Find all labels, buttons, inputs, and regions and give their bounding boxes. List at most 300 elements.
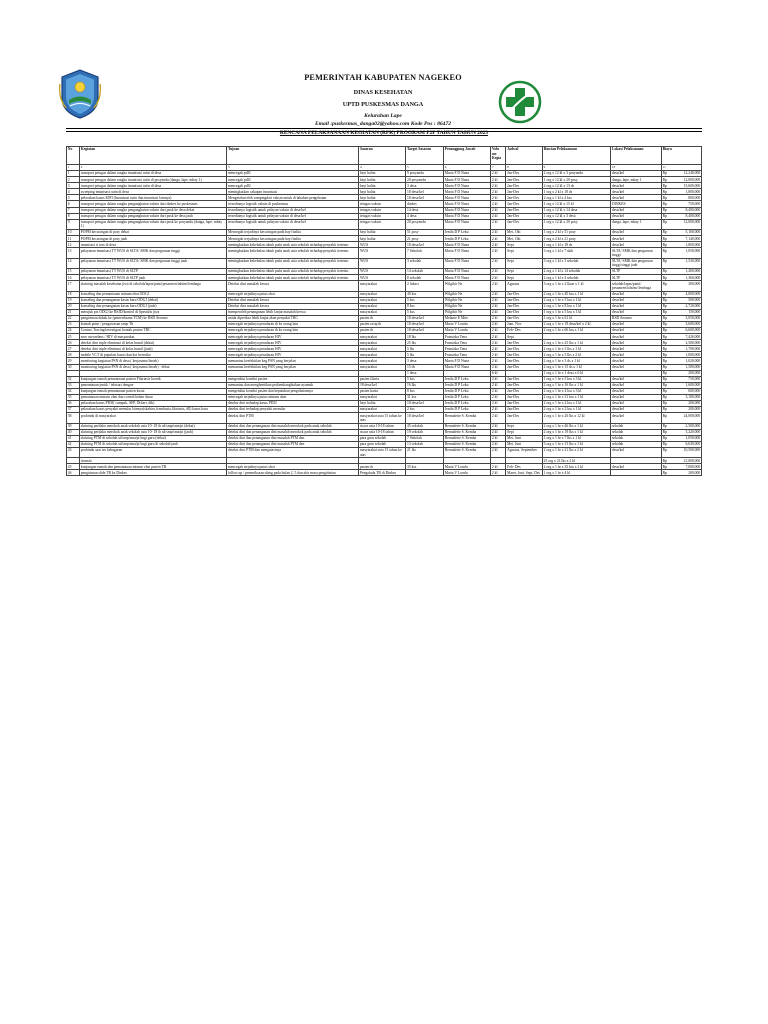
cell-volume: 2 kl	[491, 328, 506, 334]
cell-sasaran: masyarakat	[359, 303, 406, 309]
currency-label: Rp	[662, 171, 667, 176]
cell-kegiatan: pelacakan kasus penyakit menular lainnya(skabies,frambusia,filariasis, dll) kasus baru	[79, 407, 226, 413]
table-body	[67, 171, 702, 476]
cell-tujuan: mencegah terjadinya penularan tb ke orang lain	[227, 321, 359, 327]
cell-no: 11	[67, 236, 80, 242]
cell-no: 41	[67, 435, 80, 441]
amount-value: 7,420,000	[685, 334, 701, 339]
cell-kegiatan: skrining PTM di sekolah sd/smp/sma/pt bagi guru di sekolah jauh	[79, 441, 226, 447]
cell-kegiatan: pemantauan minum obat dan contoh bahan dasar	[79, 394, 226, 400]
government-name: PEMERINTAH KABUPATEN NAGEKEO	[304, 73, 462, 82]
cell-volume: 2 kl	[491, 340, 506, 346]
cell-rincian: 2 org x 1 hr x 8 kss x 1 kl	[542, 303, 610, 309]
cell-lokasi: desa/kel	[611, 183, 662, 189]
cell-sasaran: pasien tb	[359, 315, 406, 321]
cell-target: 2 lokasi	[406, 281, 444, 291]
cell-rincian: 2 org x 1 hr x 3 ds x 1 kl	[542, 358, 610, 364]
cell-pj: Jenifa D P Leku	[443, 407, 490, 413]
cell-pj: Bernadette S. Kemba	[443, 447, 490, 457]
cell-no: 43	[67, 447, 80, 457]
cell-rincian: 2 org x 1 hr x 16 lks x 1 kl	[542, 382, 610, 388]
cell-volume: 2 kl	[491, 189, 506, 195]
cell-volume: 2 kl	[491, 364, 506, 370]
cell-lokasi: DINKES	[611, 201, 662, 207]
cell-tujuan: meningkatkan kekebalan tubuh pada anak usia sekolah terhadap penyakit tertentu	[227, 269, 359, 275]
cell-lokasi: desa/kel	[611, 321, 662, 327]
cell-volume: 2 kl	[491, 303, 506, 309]
cell-rincian: 1 org x 1 hr x 1 desa x 6 kl	[542, 370, 610, 376]
cell-target: 18 desa/kel	[406, 195, 444, 201]
cell-pj: Maria V Londu	[443, 464, 490, 470]
cell-tujuan: deteksi dini terhadap penyakit menular	[227, 407, 359, 413]
cell-target: 9 posyandu	[406, 171, 444, 177]
header-rincian: Rincian Pelaksanaan	[542, 147, 610, 165]
table-row	[67, 248, 702, 258]
cell-volume: 2 kl	[491, 291, 506, 297]
cell-no: 15	[67, 269, 80, 275]
cell-rincian: 1 org x 2 kl x 18 ds	[542, 189, 610, 195]
cell-sasaran: siswa usia 10-18 tahun	[359, 423, 406, 429]
cell-volume: 2 kl	[491, 297, 506, 303]
cell-volume: 2 kl	[491, 394, 506, 400]
cell-jadwal: Mei, Okt	[506, 236, 543, 242]
cell-tujuan: mencegah terjadinya penularan HIV	[227, 334, 359, 340]
amount-value: 2,500,000	[685, 340, 701, 345]
cell-pj: Melanie E Mite	[443, 315, 490, 321]
cell-rincian: 25 org x 21 lks x 2 kl	[542, 458, 610, 464]
cell-biaya	[661, 470, 701, 476]
cell-rincian: 2 org x 1 hr x 40 kss x 1 kl	[542, 291, 610, 297]
cell-volume: 2 kl	[491, 177, 506, 183]
cell-pj: Wilgibir Ne	[443, 303, 490, 309]
cell-tujuan: Mencegah terjadinya kecacingan pada bayi balita	[227, 236, 359, 242]
cell-sasaran: masyarakat	[359, 309, 406, 315]
cell-kegiatan: kunjungan rumah pemantauan pasien Filariasis kronik	[79, 376, 226, 382]
cell-sasaran: para guru sekolah	[359, 441, 406, 447]
cell-volume: 2 kl	[491, 183, 506, 189]
cell-pj: Maria F D Nuna	[443, 269, 490, 275]
cell-jadwal: Sept	[506, 248, 543, 258]
cell-tujuan: tersedianya logistik vaksin di puskesmas	[227, 201, 359, 207]
cell-kegiatan: Contact Tracing/investigasi kontak pasien TBC	[79, 328, 226, 334]
cell-pj: Maria F D Nuna	[443, 219, 490, 229]
cell-jadwal: Jan-Des	[506, 183, 543, 189]
cell-target: 8 kss	[406, 388, 444, 394]
currency-label: Rp	[662, 195, 667, 200]
cell-lokasi: desa/kel	[611, 447, 662, 457]
cell-sasaran: siswa usia 10-18 tahun	[359, 429, 406, 435]
cell-volume: 2 kl	[491, 201, 506, 207]
cell-lokasi: SLTA/ SMK dan perguruan tinggi tinggi jauh	[611, 258, 662, 268]
cell-biaya	[661, 248, 701, 258]
cell-pj: Maria F D Nuna	[443, 201, 490, 207]
cell-rincian: 2 org x 1 hr x 66 kss x 1 kl	[542, 328, 610, 334]
cell-jadwal: Jan-Des	[506, 400, 543, 406]
cell-jadwal: Jan-Des	[506, 177, 543, 183]
cell-kegiatan: merujuk pts ODGJ ke RSJD/kontrol di Spesialis jiwa	[79, 309, 226, 315]
cell-lokasi: desa/kel	[611, 291, 662, 297]
cell-no: 26	[67, 340, 80, 346]
cell-target: dinkes	[406, 201, 444, 207]
column-number: 3	[227, 164, 359, 170]
cell-rincian: 2 org x 1 hr x 2 kss x 1 kl	[542, 400, 610, 406]
cell-rincian: 1 org x 2 kl x 51 posy	[542, 230, 610, 236]
cell-lokasi: desa/kel	[611, 297, 662, 303]
cell-target: 1 desa	[406, 370, 444, 376]
cell-target: 18 lks	[406, 334, 444, 340]
cell-pj: Fransiska Tena	[443, 352, 490, 358]
cell-lokasi: desa/kel	[611, 358, 662, 364]
cell-pj: Bernadette S. Kemba	[443, 423, 490, 429]
cell-sasaran: pasien rasip tb	[359, 321, 406, 327]
cell-lokasi	[611, 470, 662, 476]
cell-rincian: 1 org x 12 kl x 15 kl	[542, 201, 610, 207]
cell-target: 7 Sekolah	[406, 248, 444, 258]
cell-rincian: 2 org x 1 hr x 31 kss x 1 kl	[542, 394, 610, 400]
amount-value: 150,000	[688, 310, 701, 315]
cell-rincian: 1 org x 1 hr x 7 lks x 1 kl	[542, 435, 610, 441]
cell-no: 10	[67, 230, 80, 236]
cell-rincian: 2 org x 1 hr x 46 lks x 1 kl	[542, 423, 610, 429]
cell-tujuan: deteksi dini dan penanganan dini masalah PTM dan	[227, 435, 359, 441]
cell-tujuan: mencegah terjadinya putus obat	[227, 291, 359, 297]
cell-jadwal: Jan-Des	[506, 315, 543, 321]
cell-tujuan: mencegah terjadinya penularan HIV	[227, 340, 359, 346]
cell-pj: Jenifa D P Leku	[443, 394, 490, 400]
cell-rincian: 2 org x 12 kl x 3 posyandu	[542, 171, 610, 177]
cell-kegiatan: POPM kecacingan di posy jauh	[79, 236, 226, 242]
cell-sasaran: WUS	[359, 242, 406, 248]
cell-kegiatan: sweeping imunisasi rutin di desa	[79, 189, 226, 195]
cell-sasaran: masyarakat	[359, 352, 406, 358]
cell-jadwal: Jan-Des	[506, 303, 543, 309]
cell-no: 39	[67, 423, 80, 429]
cell-lokasi: desa/kel	[611, 213, 662, 219]
cell-biaya	[661, 281, 701, 291]
cell-rincian: 3 org x 1 kl x 7 skih	[542, 248, 610, 258]
table-row	[67, 219, 702, 229]
currency-label: Rp	[662, 389, 667, 394]
cell-pj: Bernadette S. Kemba	[443, 413, 490, 423]
cell-target: 3 sekolah	[406, 258, 444, 268]
column-number: 4	[359, 164, 406, 170]
cell-sasaran: masyarakat	[359, 334, 406, 340]
cell-kegiatan: zero survaelans / HIV di masyarakat	[79, 334, 226, 340]
cell-jadwal: Jan-Des	[506, 413, 543, 423]
cell-sasaran: tetugas vaksin	[359, 207, 406, 213]
cell-jadwal: Mei, Okt	[506, 230, 543, 236]
table-row	[67, 281, 702, 291]
cell-no: 7	[67, 207, 80, 213]
cell-volume: 2 kl	[491, 435, 506, 441]
cell-tujuan: mencegah terjadinya penularan HIV	[227, 346, 359, 352]
table-row	[67, 447, 702, 457]
cell-tujuan: mencegah pd3I	[227, 171, 359, 177]
cell-target: 14 desa	[406, 207, 444, 213]
cell-sasaran: tetugas vaksin	[359, 213, 406, 219]
department-name: DINAS KESEHATAN	[353, 88, 413, 96]
cell-sasaran: bayi balita	[359, 230, 406, 236]
cell-no: 33	[67, 382, 80, 388]
cell-volume: 2 kl	[491, 207, 506, 213]
cell-tujuan: Mengetahui efek sampingdari vaksin untuk di lakukan pengobatan	[227, 195, 359, 201]
amount-value: 800,000	[688, 195, 701, 200]
cell-rincian: 2 org x 12 kl x 13 ds	[542, 183, 610, 189]
currency-label: Rp	[662, 177, 667, 182]
cell-lokasi: desa/kel	[611, 242, 662, 248]
amount-value: 8,400,000	[685, 207, 701, 212]
cell-sasaran: bayi balita	[359, 189, 406, 195]
cell-kegiatan: monitoring kegiatan PSN di desa ( kerjasama linsek)	[79, 358, 226, 364]
cell-jadwal: Sept	[506, 275, 543, 281]
cell-jadwal: Jan-Des	[506, 340, 543, 346]
cell-volume: 2 kl	[491, 429, 506, 435]
cell-no: 40	[67, 429, 80, 435]
letterhead-rule	[66, 128, 702, 129]
amount-value: 1,700,000	[685, 346, 701, 351]
currency-label: Rp	[662, 377, 667, 382]
cell-pj: Jenifa D P Leku	[443, 382, 490, 388]
cell-tujuan: mencegah pd3I	[227, 177, 359, 183]
currency-label: Rp	[662, 214, 667, 218]
cell-target: 21 posy	[406, 236, 444, 242]
cell-lokasi: SLTA/ SMK dan perguruan tinggi	[611, 248, 662, 258]
cell-tujuan: mengetahui kondisi pasien	[227, 376, 359, 382]
currency-label: Rp	[662, 259, 667, 264]
cell-target: 5 kss	[406, 376, 444, 382]
cell-pj: Bernadette S. Kemba	[443, 435, 490, 441]
header-lokasi: Lokasi Pelaksanaan	[611, 147, 662, 165]
cell-volume: 2 kl	[491, 407, 506, 413]
cell-pj: Maria V Londu	[443, 470, 490, 476]
cell-rincian: 1 org x 12 kl x 20 posy	[542, 177, 610, 183]
amount-value: 7,140,000	[685, 236, 701, 241]
currency-label: Rp	[662, 304, 667, 309]
currency-label: Rp	[662, 370, 667, 375]
cell-no: 4	[67, 189, 80, 195]
cell-rincian: 2 org x 1 hr x 18 desa/kel x 2 kl	[542, 321, 610, 327]
cell-volume: 2 kl	[491, 346, 506, 352]
cell-target: 18 desa/kel	[406, 189, 444, 195]
cell-kegiatan: posbindu saat tes kebugaran	[79, 447, 226, 457]
cell-lokasi: desa/kel	[611, 340, 662, 346]
cell-jadwal: Jan-Des	[506, 376, 543, 382]
cell-biaya	[661, 219, 701, 229]
cell-tujuan: memantau keefektifan keg PSN yang berjalan	[227, 364, 359, 370]
amount-value: 1,050,000	[685, 436, 701, 441]
cell-jadwal: Jan-Des	[506, 382, 543, 388]
header-jadwal: Jadwal	[506, 147, 543, 165]
cell-no: 21	[67, 309, 80, 315]
cell-lokasi: sekolah	[611, 435, 662, 441]
cell-biaya	[661, 258, 701, 268]
cell-tujuan: memantau dan menghentikan perkembangbiakan nyamuk	[227, 382, 359, 388]
cell-volume: 2 kl	[491, 269, 506, 275]
cell-target: 18 desa/kel	[406, 315, 444, 321]
cell-kegiatan: kontak point / pengawasan rasip Tb	[79, 321, 226, 327]
cell-volume: 2 kl	[491, 230, 506, 236]
currency-label: Rp	[662, 423, 667, 428]
cell-pj: Bernadette S. Kemba	[443, 429, 490, 435]
cell-pj: Maria F D Nuna	[443, 364, 490, 370]
cell-rincian: 1 org x 1 hr x 5 kss x 1 kl	[542, 309, 610, 315]
cell-target: 20 posyandu	[406, 219, 444, 229]
cell-volume: 2 kl	[491, 388, 506, 394]
header-sasaran: Sasaran	[359, 147, 406, 165]
currency-label: Rp	[662, 448, 667, 453]
cell-lokasi: sekolah	[611, 423, 662, 429]
currency-label: Rp	[662, 334, 667, 339]
cell-lokasi: sekolah	[611, 441, 662, 447]
cell-pj: Wilgibir Ne	[443, 309, 490, 315]
currency-label: Rp	[662, 275, 667, 280]
amount-value: 2,500,000	[685, 423, 701, 428]
cell-kegiatan: konseling dan penanganan kasus baru ODGJ (dekat)	[79, 297, 226, 303]
currency-label: Rp	[662, 429, 667, 434]
cell-kegiatan: deteksi dini triple eliminasi di kelas bumil (jauh)	[79, 346, 226, 352]
cell-pj: Jenifa D P Leku	[443, 230, 490, 236]
cell-volume: 2 kl	[491, 258, 506, 268]
column-number: 11	[661, 164, 701, 170]
cell-sasaran: 18 desa/kel	[359, 382, 406, 388]
cell-target: 18 desa/kel	[406, 413, 444, 423]
cell-sasaran: WUS	[359, 275, 406, 281]
cell-rincian: 2 org x 1 hr x 35 kss x 2 kl	[542, 464, 610, 470]
cell-volume: 2 kl	[491, 358, 506, 364]
cell-target: 25 lks	[406, 340, 444, 346]
cell-sasaran: tetugas vaksin	[359, 219, 406, 229]
cell-jadwal: Jan-Des	[506, 358, 543, 364]
cell-volume: 2 kl	[491, 171, 506, 177]
cell-rincian: 1 org x 1 kl x 18 ds	[542, 242, 610, 248]
cell-volume: 2 kl	[491, 242, 506, 248]
cell-kegiatan: transport petugas dalam rangka imunisasi rutin di desa	[79, 183, 226, 189]
cell-tujuan: memantau keefektifan keg PSN yang berjalan	[227, 358, 359, 364]
cell-pj: Maria F D Nuna	[443, 242, 490, 248]
cell-jadwal: Sept	[506, 423, 543, 429]
amount-value: 3,050,000	[685, 316, 701, 321]
cell-lokasi: danga, lape, mbay 1	[611, 177, 662, 183]
currency-label: Rp	[662, 413, 667, 418]
cell-kegiatan: skrining masalah kesehatan jiwa di sekolah/lapas/panti/pesantren/tahtim/lembaga	[79, 281, 226, 291]
cell-no: 16	[67, 275, 80, 281]
unit-name: UPTD PUSKESMAS DANGA	[342, 101, 424, 108]
amount-value: 4,000,000	[685, 291, 701, 296]
amount-value: 10,500,000	[683, 448, 701, 453]
cell-jadwal: Jan-Des	[506, 201, 543, 207]
cell-pj: Bernadette S. Kemba	[443, 441, 490, 447]
cell-target: 8 sekolah	[406, 275, 444, 281]
cell-jadwal: Jan-Des	[506, 346, 543, 352]
cell-lokasi: desa/kel	[611, 388, 662, 394]
cell-sasaran: pasien kusta	[359, 388, 406, 394]
cell-jadwal: Jan-Des	[506, 219, 543, 229]
cell-pj: Jenifa D P Leku	[443, 376, 490, 382]
cell-rincian: 2 org x 1 hr x 5 kss x 1 kl	[542, 297, 610, 303]
header-target: Target Sasaran	[406, 147, 444, 165]
cell-no: 22	[67, 315, 80, 321]
currency-label: Rp	[662, 220, 667, 225]
cell-kegiatan: skrining PTM di sekolah sd/smp/sma/pt bagi guru (dekat)	[79, 435, 226, 441]
cell-jadwal: Jan-Des	[506, 388, 543, 394]
cell-target: 35 kss	[406, 464, 444, 470]
cell-lokasi: danga, lape, mbay 1	[611, 219, 662, 229]
cell-tujuan: meningkatkan kekebalan tubuh pada anak usia sekolah terhadap penyakit tertentu	[227, 242, 359, 248]
column-number: 2	[79, 164, 226, 170]
cell-no: 37	[67, 407, 80, 413]
cell-jadwal: Juni, Nov	[506, 321, 543, 327]
cell-target: 13 sekolah	[406, 441, 444, 447]
cell-sasaran: bayi balita	[359, 236, 406, 242]
cell-jadwal: Jan-Des	[506, 207, 543, 213]
cell-pj: Fransiska Tena	[443, 346, 490, 352]
letterhead	[68, 62, 698, 128]
cell-jadwal: Jan-Des	[506, 291, 543, 297]
cell-target	[406, 470, 444, 476]
cell-target: 14 sekolah	[406, 269, 444, 275]
cell-sasaran: bayi balita	[359, 400, 406, 406]
header-kegiatan: Kegiatan	[79, 147, 226, 165]
cell-volume: 2 kl	[491, 400, 506, 406]
cell-no: 6	[67, 201, 80, 207]
cell-kegiatan: kunjungan rumah dan pemantauan minum obat pasien TB	[79, 464, 226, 470]
currency-label: Rp	[662, 291, 667, 296]
cell-pj: Fransiska Tena	[443, 334, 490, 340]
cell-no: 14	[67, 258, 80, 268]
cell-sasaran: masyarakat usia 15 tahun ke atas	[359, 447, 406, 457]
cell-jadwal: Jan-Des	[506, 309, 543, 315]
currency-label: Rp	[662, 183, 667, 188]
cell-tujuan: mencegah terjadinya putus obat	[227, 464, 359, 470]
cell-rincian: 2 org x 1 kl x 4 kss	[542, 195, 610, 201]
cell-kegiatan: pengiriman dahak ke (pemeriksaan TCM) ke RSD Aeramo	[79, 315, 226, 321]
cell-jadwal: Mei, Juni	[506, 435, 543, 441]
cell-jadwal: Mei, Juni	[506, 441, 543, 447]
cell-lokasi: desa/kel	[611, 464, 662, 470]
cell-tujuan: deteksi dini PTM dan mengatasinya	[227, 447, 359, 457]
cell-volume: 2 kl	[491, 447, 506, 457]
column-number: 8	[506, 164, 543, 170]
amount-value: 1,400,000	[685, 269, 701, 274]
cell-lokasi: sekolah/lapas/panti/ pesantren/tahtim/ lembaga	[611, 281, 662, 291]
cell-lokasi: desa/kel	[611, 309, 662, 315]
village-name: Kelurahan Lape	[364, 112, 402, 119]
amount-value: 5,100,000	[685, 230, 701, 235]
cell-kegiatan: transport petugas dalam rangka pengangkutan vaksin dari pusk ke posyandu (danga, lape, mbay 1)	[79, 219, 226, 229]
cell-pj: Wilgibir Ne	[443, 281, 490, 291]
cell-pj: Maria F D Nuna	[443, 248, 490, 258]
cell-lokasi: desa/kel	[611, 352, 662, 358]
cell-kegiatan: transport petugas dalam rangka pengangkutan vaksin dari pusk ke desa dekat	[79, 207, 226, 213]
amount-value: 200,000	[688, 401, 701, 406]
cell-rincian: 2 org x 1 hr x 25 lks x 1 kl	[542, 340, 610, 346]
cell-volume: 2 kl	[491, 464, 506, 470]
amount-value: 200,000	[688, 470, 701, 475]
cell-target: 5 kss	[406, 309, 444, 315]
cell-sasaran: pasien tb	[359, 328, 406, 334]
header-no: No	[67, 147, 80, 165]
cell-no: 30	[67, 364, 80, 370]
cell-rincian: 1 org x 12 kl x 14 desa	[542, 207, 610, 213]
cell-sasaran: masyarakat	[359, 291, 406, 297]
cell-tujuan: meningkatkan kekebalan tubuh pada anak usia sekolah terhadap penyakit tertentu	[227, 258, 359, 268]
cell-lokasi: desa/kel	[611, 376, 662, 382]
cell-rincian: 2 org x 1 hr x 5 lks x 1 kl	[542, 346, 610, 352]
cell-target: 18 desa/kel	[406, 242, 444, 248]
cell-tujuan: mencegah pd3I	[227, 183, 359, 189]
cell-sasaran: WUS	[359, 248, 406, 258]
cell-target: 45 sekolah	[406, 423, 444, 429]
